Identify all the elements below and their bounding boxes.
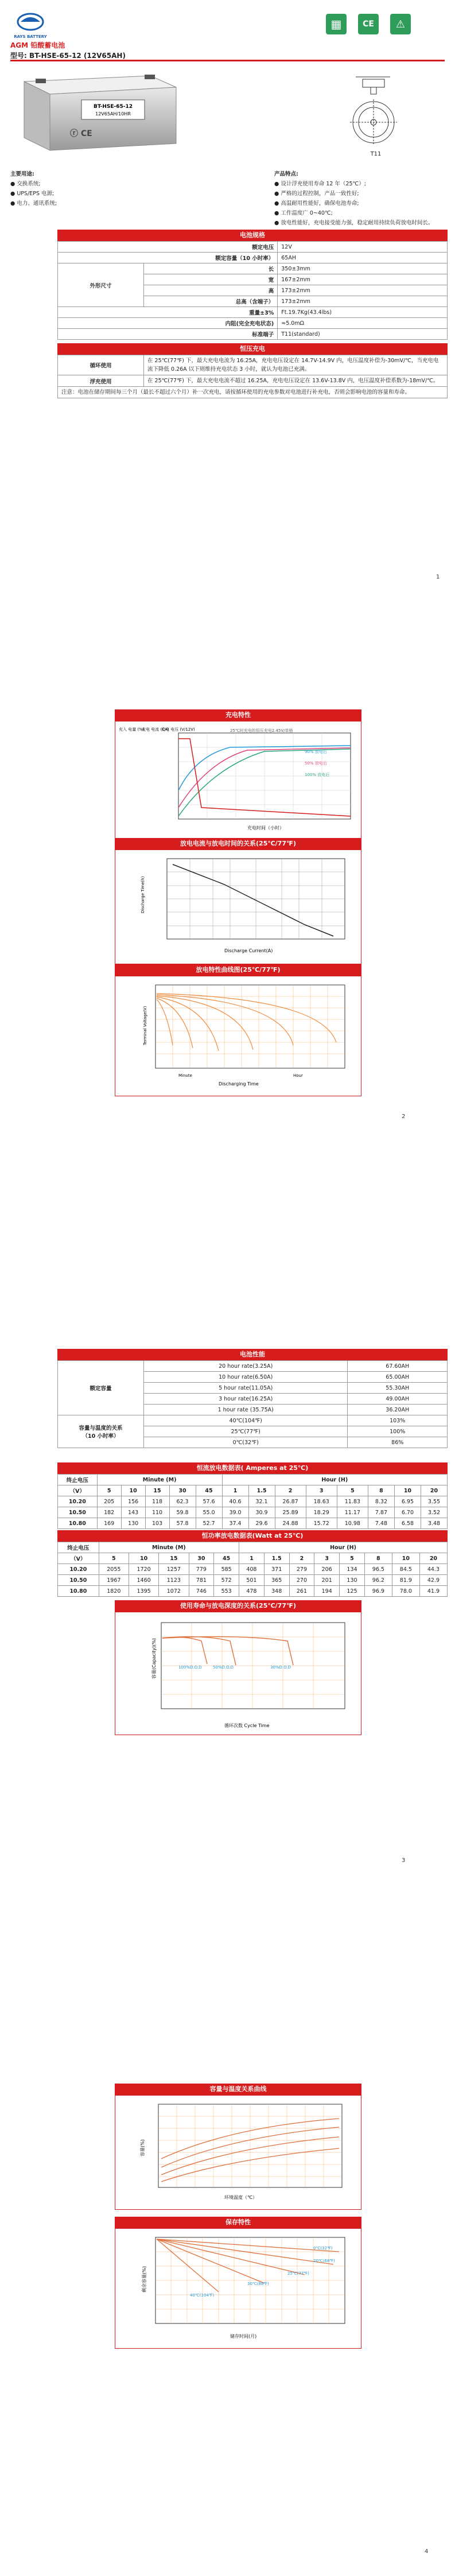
value-cell: 1720: [129, 1564, 158, 1575]
value-cell: 130: [340, 1575, 365, 1586]
value-cell: 62.3: [169, 1496, 196, 1507]
terminal-diagram: [333, 73, 419, 160]
table-row: 浮充使用 在 25℃(77℉) 下，最大充电电流不超过 16.25A，充电电压设定在 13.6V-13.8V 内，电压温度补偿系数为-18mV/℃。: [58, 375, 448, 387]
value-cell: 205: [97, 1496, 121, 1507]
battery-image: [13, 64, 185, 156]
value-cell: 25.89: [275, 1507, 306, 1518]
header-divider: [10, 60, 445, 61]
value-cell: 3.48: [421, 1518, 447, 1529]
usage-item: ● 电力、通讯系统;: [10, 200, 57, 207]
value-cell: 118: [145, 1496, 169, 1507]
svg-text:储存时间(月): 储存时间(月): [230, 2334, 257, 2339]
value-cell: 24.88: [275, 1518, 306, 1529]
value-cell: 130: [121, 1518, 145, 1529]
value-cell: 143: [121, 1507, 145, 1518]
disch-curve-chart: [115, 976, 361, 1096]
value-cell: 779: [189, 1564, 214, 1575]
value-cell: 408: [239, 1564, 265, 1575]
warning-icon: ⚠: [390, 14, 411, 34]
ce-icon: CE: [358, 14, 379, 34]
value-cell: 2055: [99, 1564, 129, 1575]
value-cell: 30.9: [248, 1507, 275, 1518]
value-cell: 55.0: [196, 1507, 222, 1518]
svg-text:25℃(77℉): 25℃(77℉): [287, 2271, 309, 2276]
value-cell: 7.48: [368, 1518, 394, 1529]
feature-item: ● 设计浮充使用寿命 12 年（25℃）;: [274, 181, 366, 187]
value-cell: 1460: [129, 1575, 158, 1586]
table-row: 5 hour rate(11.05A) 55.30AH: [58, 1383, 448, 1394]
svg-text:12V65AH/10HR: 12V65AH/10HR: [95, 111, 131, 117]
chart-title: 充电特性: [115, 709, 361, 721]
page-number: 2: [402, 1114, 406, 1120]
spec-table: [57, 241, 448, 340]
value-cell: 11.83: [337, 1496, 368, 1507]
svg-text:充电 电压 (V/12V): 充电 电压 (V/12V): [161, 727, 195, 732]
svg-text:ⓡ CE: ⓡ CE: [70, 129, 92, 138]
svg-text:Minute: Minute: [178, 1073, 192, 1078]
table-row: 额定容量（10 小时率） 65AH: [58, 253, 448, 263]
charge-table: [57, 355, 448, 398]
table-row: [58, 1507, 448, 1518]
value-cell: 279: [289, 1564, 314, 1575]
value-cell: 6.70: [394, 1507, 421, 1518]
feature-item: ● 工作温度广 0~40℃;: [274, 210, 333, 216]
svg-text:50% 放电后: 50% 放电后: [305, 761, 327, 766]
recycle-icon: ▦: [326, 14, 347, 34]
svg-text:100%D.O.D: 100%D.O.D: [178, 1665, 202, 1670]
table-row: 循环使用 在 25℃(77℉) 下，最大充电电流为 16.25A，充电电压设定在 14.7V-14.9V 内，电压温度补偿为-30mV/℃，当充电电流下降低 0.26A 以下则维持充电状态 3 小时，就认为电池已充满。: [58, 355, 448, 375]
table-row: 0℃(32℉) 86%: [58, 1437, 448, 1448]
features-title: 产品特点:: [274, 171, 298, 177]
value-cell: 585: [214, 1564, 239, 1575]
value-cell: 81.9: [392, 1575, 419, 1586]
value-cell: 39.0: [222, 1507, 248, 1518]
table-row: 容量与温度的关系 （10 小时率） 40℃(104℉) 103%: [58, 1415, 448, 1426]
svg-text:Discharge Time(h): Discharge Time(h): [141, 876, 145, 913]
life-section: [115, 1600, 361, 1735]
charge-title: 恒压充电: [57, 343, 448, 355]
value-cell: 32.1: [248, 1496, 275, 1507]
features-list: [274, 169, 446, 228]
model-title: 型号: BT-HSE-65-12 (12V65AH): [10, 52, 126, 60]
disch-curve-section: [115, 964, 361, 1096]
svg-text:90% 放电后: 90% 放电后: [305, 750, 327, 754]
chart-title: 保存特性: [115, 2217, 361, 2228]
spec-section: [57, 230, 448, 340]
value-cell: 572: [214, 1575, 239, 1586]
feature-item: ● 高温耐用性能好，确保电池寿命;: [274, 200, 359, 207]
table-row: [58, 1575, 448, 1586]
value-cell: 3.52: [421, 1507, 447, 1518]
table-row: 1 hour rate (35.75A) 36.20AH: [58, 1405, 448, 1415]
feature-item: ● 放电性能好，充电接受能力强，稳定耐用持续负荷放电时间长。: [274, 220, 434, 226]
chart-title: 容量与温度关系曲线: [115, 2084, 361, 2095]
perf-title: 电池性能: [57, 1349, 448, 1360]
svg-text:容量(%): 容量(%): [140, 2139, 145, 2156]
value-cell: 156: [121, 1496, 145, 1507]
value-cell: 44.3: [419, 1564, 447, 1575]
value-cell: 553: [214, 1586, 239, 1597]
product-type-title: AGM 铅酸蓄电池: [10, 41, 65, 49]
table-header-row: 终止电压 Minute (M) Hour (H): [58, 1542, 448, 1553]
table-row: 注意：电池在储存期间每三个月（最长不超过六个月）补一次充电，请按循环使用的充电参数对电池进行补充电，否则会影响电池的容量和寿命。: [58, 387, 448, 398]
value-cell: 96.9: [364, 1586, 392, 1597]
value-cell: 59.8: [169, 1507, 196, 1518]
value-cell: 7.87: [368, 1507, 394, 1518]
value-cell: 348: [264, 1586, 289, 1597]
value-cell: 15.72: [306, 1518, 337, 1529]
value-cell: 3.55: [421, 1496, 447, 1507]
value-cell: 478: [239, 1586, 265, 1597]
table-row: [58, 1518, 448, 1529]
usage-list: [10, 169, 200, 208]
value-cell: 746: [189, 1586, 214, 1597]
usage-title: 主要用途:: [10, 171, 34, 177]
table-header-row: 终止电压 Minute (M) Hour (H): [58, 1475, 448, 1485]
amp-table: [57, 1474, 448, 1529]
table-row: 10 hour rate(6.50A) 65.00AH: [58, 1372, 448, 1383]
cutoff-voltage-cell: 10.80: [58, 1586, 99, 1597]
value-cell: 78.0: [392, 1586, 419, 1597]
cert-icons: [326, 14, 411, 34]
value-cell: 96.5: [364, 1564, 392, 1575]
value-cell: 261: [289, 1586, 314, 1597]
svg-text:30℃(86℉): 30℃(86℉): [247, 2282, 269, 2286]
svg-text:BT-HSE-65-12: BT-HSE-65-12: [93, 104, 133, 110]
watt-table-section: [57, 1530, 448, 1597]
svg-text:0℃(32℉): 0℃(32℉): [313, 2246, 333, 2251]
perf-table: [57, 1360, 448, 1448]
life-chart: [115, 1612, 361, 1735]
value-cell: 37.4: [222, 1518, 248, 1529]
disch-time-chart: [115, 849, 361, 964]
value-cell: 26.87: [275, 1496, 306, 1507]
watt-table: [57, 1542, 448, 1597]
table-row: 重量±3% Ft.19.7Kg(43.4lbs): [58, 307, 448, 318]
table-row: [58, 1564, 448, 1575]
chart-title: 放电电流与放电时间的关系(25℃/77℉): [115, 838, 361, 849]
table-row: 总高（含端子） 173±2mm: [58, 296, 448, 307]
svg-text:充电时间（小时）: 充电时间（小时）: [247, 825, 284, 831]
value-cell: 169: [97, 1518, 121, 1529]
value-cell: 8.32: [368, 1496, 394, 1507]
value-cell: 52.7: [196, 1518, 222, 1529]
amp-table-title: 恒流放电数据表( Amperes at 25℃): [57, 1462, 448, 1474]
svg-text:Terminal Voltage(V): Terminal Voltage(V): [143, 1006, 147, 1045]
brand-logo: [10, 11, 50, 40]
value-cell: 201: [314, 1575, 340, 1586]
value-cell: 103: [145, 1518, 169, 1529]
table-row: 额定电压 12V: [58, 242, 448, 253]
value-cell: 1395: [129, 1586, 158, 1597]
value-cell: 1820: [99, 1586, 129, 1597]
temp-section: [115, 2084, 361, 2210]
svg-text:充电 电流 (CA): 充电 电流 (CA): [142, 727, 169, 732]
value-cell: 206: [314, 1564, 340, 1575]
value-cell: 1123: [159, 1575, 189, 1586]
page-number: 3: [402, 1857, 406, 1864]
perf-section: [57, 1349, 448, 1448]
value-cell: 182: [97, 1507, 121, 1518]
svg-text:RAYS BATTERY: RAYS BATTERY: [14, 34, 47, 39]
value-cell: 6.95: [394, 1496, 421, 1507]
storage-section: [115, 2217, 361, 2349]
svg-text:Discharge Current(A): Discharge Current(A): [224, 948, 273, 953]
svg-text:50%D.O.D: 50%D.O.D: [213, 1665, 234, 1670]
svg-text:25℃时充电的恒压充电2.45V/单格: 25℃时充电的恒压充电2.45V/单格: [230, 728, 293, 733]
watt-table-title: 恒功率放电数据表(Watt at 25℃): [57, 1530, 448, 1542]
value-cell: 84.5: [392, 1564, 419, 1575]
svg-text:剩余容量(%): 剩余容量(%): [142, 2266, 147, 2292]
value-cell: 96.2: [364, 1575, 392, 1586]
amp-table-section: [57, 1462, 448, 1529]
value-cell: 194: [314, 1586, 340, 1597]
svg-text:100% 放电后: 100% 放电后: [305, 773, 330, 777]
value-cell: 57.8: [169, 1518, 196, 1529]
value-cell: 501: [239, 1575, 265, 1586]
value-cell: 1257: [159, 1564, 189, 1575]
feature-item: ● 严格的过程控制，产品一致性好;: [274, 191, 359, 197]
svg-text:20℃(68℉): 20℃(68℉): [313, 2259, 335, 2263]
charge-char-section: [115, 709, 361, 839]
value-cell: 42.9: [419, 1575, 447, 1586]
table-row: 3 hour rate(16.25A) 49.00AH: [58, 1394, 448, 1405]
svg-text:Discharging Time: Discharging Time: [219, 1081, 259, 1087]
table-row: 宽 167±2mm: [58, 274, 448, 285]
cutoff-voltage-cell: 10.20: [58, 1564, 99, 1575]
disch-time-section: [115, 838, 361, 964]
value-cell: 365: [264, 1575, 289, 1586]
terminal-type: T11: [370, 151, 382, 157]
table-row: 外形尺寸 长 350±3mm: [58, 263, 448, 274]
value-cell: 134: [340, 1564, 365, 1575]
svg-text:30%D.O.D: 30%D.O.D: [270, 1665, 291, 1670]
charge-char-chart: [115, 721, 361, 839]
cutoff-voltage-cell: 10.50: [58, 1507, 98, 1518]
storage-chart: [115, 2228, 361, 2349]
svg-text:充入 电量 (%): 充入 电量 (%): [119, 727, 145, 732]
cutoff-voltage-cell: 10.80: [58, 1518, 98, 1529]
value-cell: 40.6: [222, 1496, 248, 1507]
cutoff-voltage-cell: 10.20: [58, 1496, 98, 1507]
value-cell: 781: [189, 1575, 214, 1586]
table-row: 25℃(77℉) 100%: [58, 1426, 448, 1437]
value-cell: 1967: [99, 1575, 129, 1586]
usage-item: ● UPS/EPS 电源;: [10, 191, 55, 197]
chart-title: 放电特性曲线图(25℃/77℉): [115, 964, 361, 976]
value-cell: 11.17: [337, 1507, 368, 1518]
svg-text:循环次数 Cycle Time: 循环次数 Cycle Time: [224, 1723, 270, 1728]
value-cell: 371: [264, 1564, 289, 1575]
value-cell: 270: [289, 1575, 314, 1586]
table-row: 高 173±2mm: [58, 285, 448, 296]
value-cell: 10.98: [337, 1518, 368, 1529]
table-row: [58, 1586, 448, 1597]
value-cell: 125: [340, 1586, 365, 1597]
value-cell: 1072: [159, 1586, 189, 1597]
page-number: 1: [436, 574, 440, 580]
spec-title: 电池规格: [57, 230, 448, 241]
svg-text:环境温度（℃）: 环境温度（℃）: [224, 2195, 257, 2200]
table-row: 内阻(完全充电状态) ≈5.0mΩ: [58, 318, 448, 329]
table-row: 标准端子 T11(standard): [58, 329, 448, 340]
value-cell: 41.9: [419, 1586, 447, 1597]
table-header-row: （V） 5 10 15 30 45 1 1.5 2 3 5 8 10 20: [58, 1485, 448, 1496]
svg-text:40℃(104℉): 40℃(104℉): [190, 2293, 215, 2298]
table-row: 额定容量 20 hour rate(3.25A) 67.60AH: [58, 1361, 448, 1372]
value-cell: 57.6: [196, 1496, 222, 1507]
value-cell: 6.58: [394, 1518, 421, 1529]
usage-item: ● 交换系统;: [10, 181, 41, 187]
temp-chart: [115, 2095, 361, 2210]
value-cell: 110: [145, 1507, 169, 1518]
value-cell: 18.29: [306, 1507, 337, 1518]
value-cell: 29.6: [248, 1518, 275, 1529]
charge-section: [57, 343, 448, 398]
svg-text:容量(Capacity)(%): 容量(Capacity)(%): [151, 1638, 157, 1679]
svg-text:Hour: Hour: [293, 1073, 303, 1078]
table-row: [58, 1496, 448, 1507]
value-cell: 18.63: [306, 1496, 337, 1507]
page-number: 4: [425, 2548, 429, 2555]
table-header-row: （V） 5 10 15 30 45 1 1.5 2 3 5 8 10 20: [58, 1553, 448, 1564]
chart-title: 使用寿命与放电深度的关系(25℃/77℉): [115, 1600, 361, 1612]
cutoff-voltage-cell: 10.50: [58, 1575, 99, 1586]
